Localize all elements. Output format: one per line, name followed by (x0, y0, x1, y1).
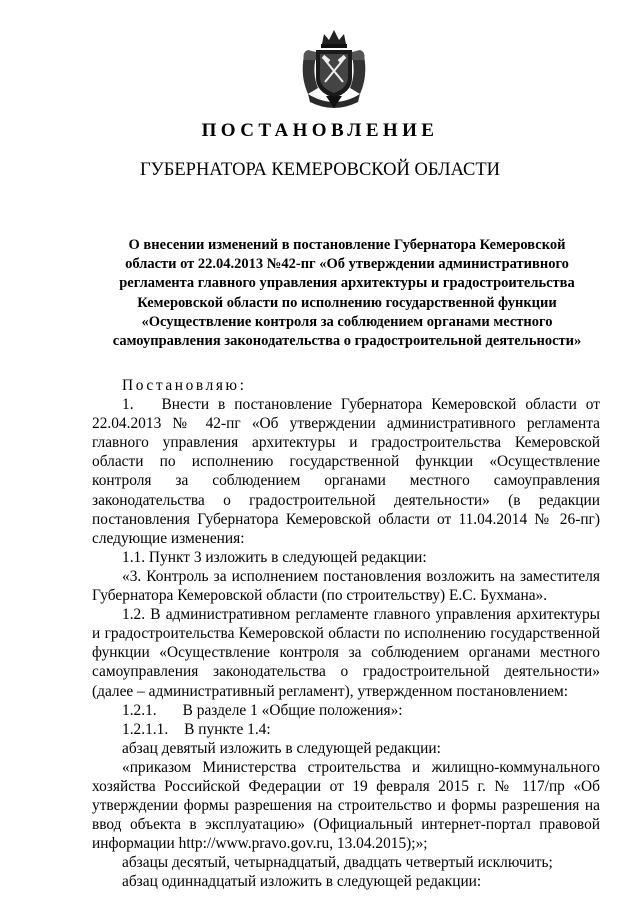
paragraph-para11: абзац одиннадцатый изложить в следующей редакции: (122, 873, 482, 891)
paragraph-text: В разделе 1 «Общие положения»: (182, 701, 403, 719)
decree-word: Постановляю: (122, 377, 247, 394)
paragraph-text: В пункте 1.4: (184, 720, 271, 738)
paragraph-1-2-1-1 (92, 720, 600, 739)
paragraph-number: 1.2.1. (122, 701, 157, 719)
paragraph-1-2: 1.2. В административном регламенте главного управления архитектуры и градостроительства Кемеровской области по исполнению государственной функции «Осуществление контроля за соблюдением органами местного самоуправления законодательства о градостроительной деятельности» (далее – административный регламент), утвержденном постановлением: (92, 606, 600, 700)
coat-of-arms-emblem (298, 26, 370, 112)
heading-line: «Осуществление контроля за соблюдением органами местного (141, 313, 553, 330)
document-title: ПОСТАНОВЛЕНИЕ (201, 120, 439, 141)
paragraph-1-1-quote: «3. Контроль за исполнением постановления возложить на заместителя Губернатора Кемеровской области (по строительству) Е.С. Бухмана». (92, 567, 600, 605)
paragraph-para9: абзац девятый изложить в следующей редакции: (122, 739, 441, 757)
paragraph-number: 1. (122, 396, 134, 414)
paragraph-number: 1.2.1.1. (122, 720, 169, 738)
heading-line: регламента главного управления архитектуры и градостроительства (119, 275, 575, 292)
paragraph-text: Внести в постановление Губернатора Кемеровской области от 22.04.2013 № 42-пг «Об утверждении административного регламента главного управления архитектуры и градостроительства Кемеровской области по исполнению государственной функции «Осуществление контроля за соблюдением органами местного самоуправления законодательства о градостроительной деятельности» (в редакции постановления Губернатора Кемеровской области от 11.04.2014 № 26-пг) следующие изменения: (92, 396, 600, 547)
paragraph-1 (92, 395, 600, 548)
heading-line: О внесении изменений в постановление Губернатора Кемеровской (128, 237, 566, 253)
heading-line: Кемеровской области по исполнению государственной функции (137, 294, 557, 311)
document-body (92, 376, 600, 892)
heading-line: области от 22.04.2013 №42-пг «Об утверждении административного (125, 256, 569, 273)
paragraph-1-2-1 (92, 701, 600, 720)
paragraph-1-1: 1.1. Пункт 3 изложить в следующей редакции: (122, 548, 427, 566)
heading-line: самоуправления законодательства о градостроительной деятельности» (112, 333, 582, 350)
paragraph-order: «приказом Министерства строительства и жилищно-коммунального хозяйства Российской Федерации от 19 февраля 2015 г. № 117/пр «Об утверждении формы разрешения на строительство и формы разрешения на ввод объекта в эксплуатацию» (Официальный интернет-портал правовой информации http://www.pravo.gov.ru, 13.04.2015);»; (92, 758, 600, 853)
paragraph-exclude: абзацы десятый, четырнадцатый, двадцать четвертый исключить; (122, 854, 553, 872)
issuer-title: ГУБЕРНАТОРА КЕМЕРОВСКОЙ ОБЛАСТИ (139, 160, 501, 180)
document-heading (92, 236, 602, 351)
